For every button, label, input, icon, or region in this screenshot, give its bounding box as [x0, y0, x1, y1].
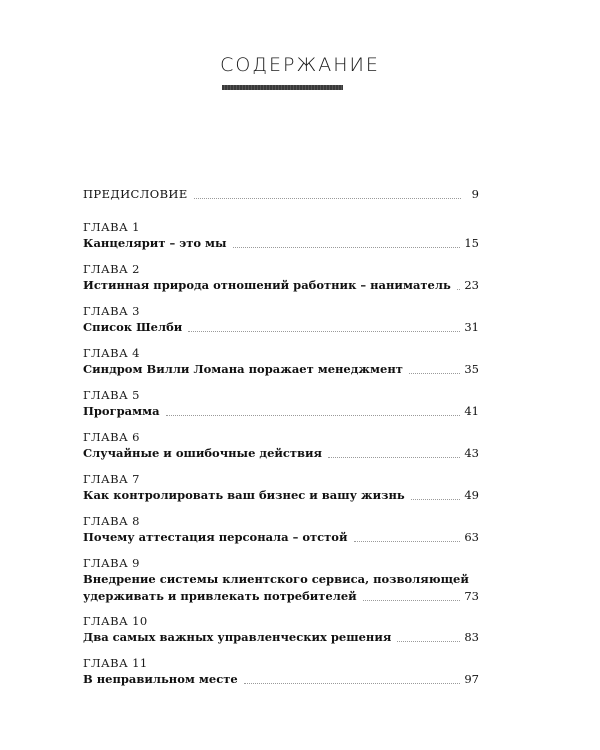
toc-entry-chapter-9[interactable] — [83, 556, 479, 605]
chapter-label: ГЛАВА 11 — [83, 656, 148, 670]
page-title: СОДЕРЖАНИЕ — [220, 54, 380, 76]
toc-entry-chapter-2[interactable] — [83, 262, 479, 294]
toc-entry-chapter-6[interactable] — [83, 430, 479, 462]
toc-page-number: 83 — [464, 630, 479, 644]
toc-entry-chapter-4[interactable] — [83, 346, 479, 378]
toc-page-number: 43 — [464, 446, 479, 460]
toc-entry-title: Случайные и ошибочные действия — [83, 446, 323, 460]
toc-entry-title: Программа — [83, 404, 160, 418]
title-underline-bar — [222, 85, 343, 90]
toc-entry-chapter-8[interactable] — [83, 514, 479, 546]
toc-page-number: 15 — [464, 236, 479, 250]
dot-leader — [363, 600, 461, 601]
toc-page-number: 97 — [464, 672, 479, 686]
toc-entry-title: ПРЕДИСЛОВИЕ — [83, 187, 188, 201]
chapter-label: ГЛАВА 5 — [83, 388, 140, 402]
toc-page-number: 41 — [464, 404, 479, 418]
toc-entry-chapter-11[interactable] — [83, 656, 479, 688]
chapter-label: ГЛАВА 8 — [83, 514, 140, 528]
toc-entry-title: Два самых важных управленческих решения — [83, 630, 392, 644]
toc-entry-chapter-3[interactable] — [83, 304, 479, 336]
toc-entry-chapter-5[interactable] — [83, 388, 479, 420]
dot-leader — [411, 499, 461, 500]
dot-leader — [457, 289, 461, 290]
toc-page-number: 35 — [464, 362, 479, 376]
toc-entry-title: удерживать и привлекать потребителей — [83, 589, 357, 603]
toc-page-number: 23 — [464, 278, 479, 292]
dot-leader — [328, 457, 460, 458]
dot-leader — [194, 198, 461, 199]
toc-page-number: 9 — [471, 187, 479, 201]
toc-entry-title: Синдром Вилли Ломана поражает менеджмент — [83, 362, 403, 376]
dot-leader — [354, 541, 461, 542]
chapter-label: ГЛАВА 6 — [83, 430, 140, 444]
dot-leader — [244, 683, 461, 684]
dot-leader — [233, 247, 461, 248]
toc-entry-chapter-7[interactable] — [83, 472, 479, 504]
dot-leader — [166, 415, 461, 416]
toc-page-number: 63 — [464, 530, 479, 544]
chapter-label: ГЛАВА 3 — [83, 304, 140, 318]
toc-entry-chapter-10[interactable] — [83, 614, 479, 646]
toc-entry-title: В неправильном месте — [83, 672, 238, 686]
chapter-label: ГЛАВА 4 — [83, 346, 140, 360]
dot-leader — [397, 641, 460, 642]
chapter-label: ГЛАВА 10 — [83, 614, 148, 628]
toc-entry-title: Истинная природа отношений работник – наниматель — [83, 278, 451, 292]
toc-page-number: 31 — [464, 320, 479, 334]
toc-page-number: 73 — [464, 589, 479, 603]
toc-entry-title: Почему аттестация персонала – отстой — [83, 530, 348, 544]
dot-leader — [188, 331, 460, 332]
chapter-label: ГЛАВА 9 — [83, 556, 140, 570]
chapter-label: ГЛАВА 1 — [83, 220, 140, 234]
toc-entry-chapter-1[interactable] — [83, 220, 479, 252]
dot-leader — [409, 373, 460, 374]
toc-page-number: 49 — [464, 488, 479, 502]
chapter-label: ГЛАВА 2 — [83, 262, 140, 276]
toc-entry-title: Список Шелби — [83, 320, 183, 334]
toc-entry-title: Как контролировать ваш бизнес и вашу жизнь — [83, 488, 405, 502]
chapter-label: ГЛАВА 7 — [83, 472, 140, 486]
toc-entry-title-line-1: Внедрение системы клиентского сервиса, позволяющей — [83, 572, 469, 586]
toc-entry-title: Канцелярит – это мы — [83, 236, 227, 250]
toc-entry-preface[interactable] — [83, 186, 479, 203]
